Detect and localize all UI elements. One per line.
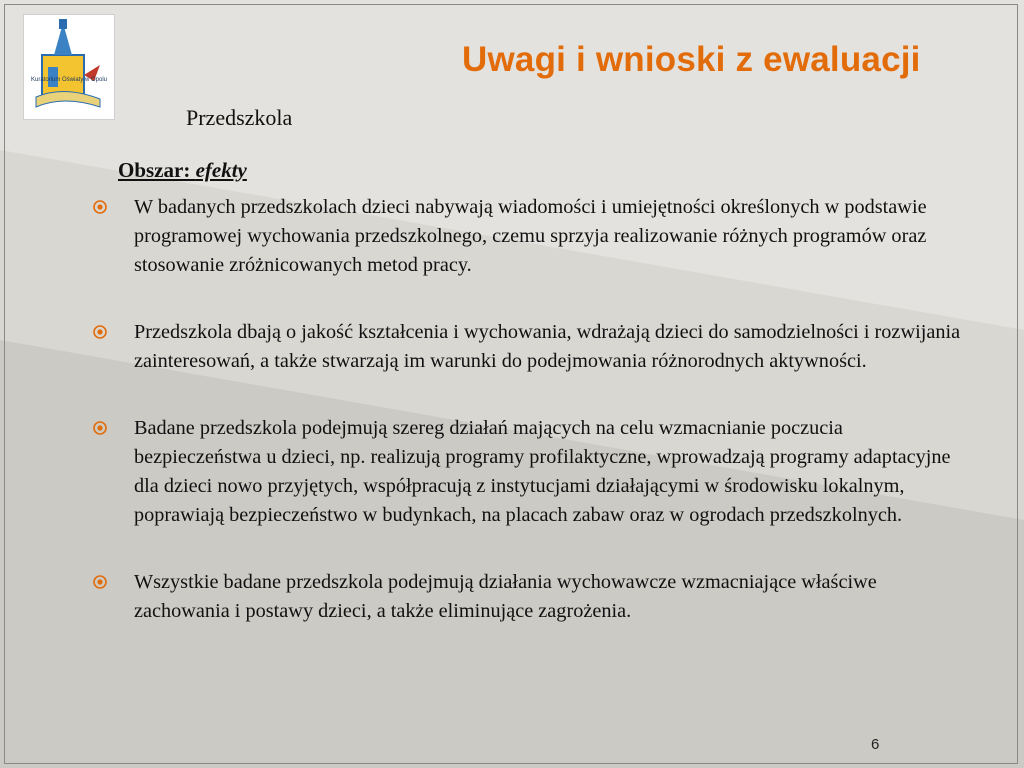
area-label: Obszar: [118,158,196,182]
area-heading [118,158,247,183]
list-item [92,193,972,280]
bullet-text: Przedszkola dbają o jakość kształcenia i wychowania, wdrażają dzieci do samodzielności i rozwijania zainteresowań, a także stwarzają im warunki do podejmowania różnorodnych aktywności. [134,321,961,372]
logo-icon [23,14,115,120]
bullet-text: Badane przedszkola podejmują szereg działań mających na celu wzmacnianie poczucia bezpieczeństwa u dzieci, np. realizują programy profilaktyczne, wprowadzają programy adaptacyjne dla dzieci nowo przyjętych, współpracują z instytucjami działającymi w środowisku lokalnym, poprawiają bezpieczeństwo w budynkach, na placach zabaw oraz w ogrodach przedszkolnych. [134,417,951,526]
circled-dot-icon [92,420,108,436]
bullet-list [92,193,972,664]
page-number: 6 [871,736,880,753]
list-item [92,318,972,376]
list-item [92,414,972,530]
circled-dot-icon [92,324,108,340]
slide-subtitle: Przedszkola [186,105,293,130]
bullet-text: W badanych przedszkolach dzieci nabywają wiadomości i umiejętności określonych w podstawie programowej wychowania przedszkolnego, czemu sprzyja realizowanie różnych programów oraz stosowanie zróżnicowanych metod pracy. [134,196,927,276]
logo-text: Kuratorium Oświaty w Opolu [30,77,108,83]
area-value: efekty [195,158,247,182]
bullet-text: Wszystkie badane przedszkola podejmują działania wychowawcze wzmacniające właściwe zachowania i postawy dzieci, a także eliminujące zagrożenia. [134,571,877,622]
slide-title: Uwagi i wnioski z ewaluacji [462,40,921,79]
list-item [92,568,972,626]
circled-dot-icon [92,574,108,590]
circled-dot-icon [92,199,108,215]
